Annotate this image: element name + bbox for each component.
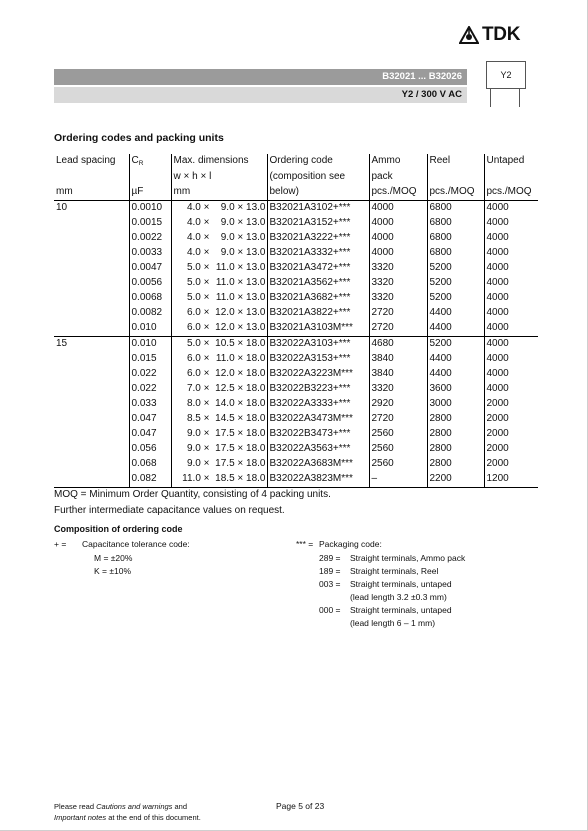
dim-w: 8.5 ×	[186, 413, 210, 424]
packaging-desc: Straight terminals, Reel	[350, 566, 439, 576]
untaped-cell: 2000	[484, 457, 538, 472]
table-row	[54, 382, 538, 397]
cr-cell: 0.0015	[129, 216, 171, 231]
dims-cell	[171, 231, 267, 246]
section-title: Ordering codes and packing units	[54, 132, 224, 144]
ordering-codes-table	[54, 154, 538, 488]
dim-w: 4.0 ×	[186, 232, 210, 243]
table-row	[54, 352, 538, 367]
dims-cell	[171, 352, 267, 367]
ordering-code-cell: B32021A3102+***	[267, 201, 369, 217]
header-cr: $C_R$	[129, 154, 171, 170]
untaped-cell: 2000	[484, 442, 538, 457]
untaped-cell: 2000	[484, 427, 538, 442]
dim-hl: 9.0 × 13.0	[220, 247, 266, 258]
dim-w: 5.0 ×	[186, 292, 210, 303]
ammo-cell: 2560	[369, 427, 427, 442]
ammo-cell: 4000	[369, 231, 427, 246]
header-max-dims: Max. dimensions	[171, 154, 267, 170]
dim-hl: 11.0 × 13.0	[215, 292, 266, 303]
table-row	[54, 321, 538, 337]
rating: Y2 / 300 V AC	[401, 89, 462, 100]
dim-w: 6.0 ×	[186, 322, 210, 333]
dim-hl: 9.0 × 13.0	[220, 202, 266, 213]
ordering-code-cell: B32022A3223M***	[267, 367, 369, 382]
header-ammo: Ammo	[369, 154, 427, 170]
table-row	[54, 231, 538, 246]
cr-cell: 0.010	[129, 337, 171, 353]
reel-cell: 6800	[427, 201, 484, 217]
ordering-code-cell: B32022A3153+***	[267, 352, 369, 367]
rating-band	[54, 87, 467, 103]
untaped-cell: 4000	[484, 352, 538, 367]
ordering-code-cell: B32021A3562+***	[267, 276, 369, 291]
capacitor-label: Y2	[500, 70, 512, 80]
table-header	[54, 154, 538, 201]
reel-cell: 4400	[427, 306, 484, 321]
ordering-code-cell: B32021A3152+***	[267, 216, 369, 231]
lead-spacing-cell	[54, 382, 129, 397]
table-row	[54, 427, 538, 442]
dims-cell	[171, 457, 267, 472]
dim-hl: 17.5 × 18.0	[215, 443, 266, 454]
reel-cell: 4400	[427, 352, 484, 367]
reel-cell: 5200	[427, 276, 484, 291]
dims-cell	[171, 321, 267, 337]
lead-spacing-cell	[54, 276, 129, 291]
lead-spacing-cell	[54, 306, 129, 321]
header-lead-spacing: Lead spacing	[56, 155, 116, 166]
packaging-label: Packaging code:	[319, 539, 382, 549]
product-range-band	[54, 69, 467, 85]
untaped-cell: 4000	[484, 382, 538, 397]
lead-spacing-cell	[54, 321, 129, 337]
dim-hl: 11.0 × 13.0	[215, 277, 266, 288]
packaging-code: 189 =	[319, 566, 341, 576]
unit-reel: pcs./MOQ	[427, 185, 484, 201]
dim-hl: 17.5 × 18.0	[215, 428, 266, 439]
moq-note: MOQ = Minimum Order Quantity, consisting of 4 packing units.	[54, 489, 331, 500]
lead-spacing-cell	[54, 231, 129, 246]
table-row	[54, 276, 538, 291]
stars-symbol: *** =	[296, 539, 314, 549]
packaging-desc: (lead length 6 – 1 mm)	[350, 618, 436, 628]
ammo-cell: 3320	[369, 291, 427, 306]
dims-cell	[171, 291, 267, 306]
header-ammo-2: pack	[369, 170, 427, 185]
reel-cell: 2800	[427, 457, 484, 472]
untaped-cell: 4000	[484, 337, 538, 353]
dim-hl: 14.0 × 18.0	[215, 398, 266, 409]
ordering-code-cell: B32022A3103+***	[267, 337, 369, 353]
cr-cell: 0.068	[129, 457, 171, 472]
table-row	[54, 457, 538, 472]
untaped-cell: 4000	[484, 367, 538, 382]
dim-hl: 12.0 × 13.0	[215, 322, 266, 333]
ammo-cell: 3320	[369, 261, 427, 276]
reel-cell: 6800	[427, 216, 484, 231]
reel-cell: 5200	[427, 291, 484, 306]
ordering-code-cell: B32022B3223+***	[267, 382, 369, 397]
tdk-logo	[459, 24, 520, 46]
dim-w: 6.0 ×	[186, 368, 210, 379]
lead-spacing-cell	[54, 216, 129, 231]
unit-uf: µF	[129, 185, 171, 201]
dim-hl: 10.5 × 18.0	[215, 338, 266, 349]
cr-cell: 0.033	[129, 397, 171, 412]
ammo-cell: –	[369, 472, 427, 488]
reel-cell: 2800	[427, 442, 484, 457]
capacitor-icon	[486, 61, 526, 89]
header-ordering-code-2: (composition see	[267, 170, 369, 185]
header-untaped: Untaped	[484, 154, 538, 170]
cr-cell: 0.047	[129, 412, 171, 427]
cr-cell: 0.056	[129, 442, 171, 457]
ordering-code-cell: B32021A3332+***	[267, 246, 369, 261]
ordering-code-cell: B32021A3222+***	[267, 231, 369, 246]
dims-cell	[171, 337, 267, 353]
lead-spacing-cell	[54, 367, 129, 382]
ammo-cell: 2720	[369, 321, 427, 337]
dims-cell	[171, 397, 267, 412]
table-row	[54, 246, 538, 261]
ordering-code-cell: B32022A3563+***	[267, 442, 369, 457]
untaped-cell: 2000	[484, 412, 538, 427]
header-max-dims-2: w × h × l	[171, 170, 267, 185]
ordering-code-cell: B32022B3473+***	[267, 427, 369, 442]
lead-spacing-cell: 15	[56, 338, 68, 349]
table-row	[54, 397, 538, 412]
dims-cell	[171, 427, 267, 442]
ordering-code-cell: B32022A3473M***	[267, 412, 369, 427]
cr-cell: 0.0022	[129, 231, 171, 246]
ordering-code-cell: B32022A3683M***	[267, 457, 369, 472]
further-note: Further intermediate capacitance values on request.	[54, 505, 285, 516]
dim-w: 5.0 ×	[186, 262, 210, 273]
cr-cell: 0.0082	[129, 306, 171, 321]
untaped-cell: 4000	[484, 306, 538, 321]
ammo-cell: 4000	[369, 246, 427, 261]
lead-spacing-cell	[54, 412, 129, 427]
dims-cell	[171, 216, 267, 231]
dims-cell	[171, 261, 267, 276]
header-ordering-code: Ordering code	[267, 154, 369, 170]
reel-cell: 2800	[427, 427, 484, 442]
cr-cell: 0.0056	[129, 276, 171, 291]
ordering-code-cell: B32022A3823M***	[267, 472, 369, 488]
lead-spacing-cell	[54, 457, 129, 472]
page-number: Page 5 of 23	[276, 801, 325, 811]
cr-cell: 0.082	[129, 472, 171, 488]
ammo-cell: 4000	[369, 201, 427, 217]
table-row	[54, 472, 538, 488]
lead-spacing-cell	[54, 352, 129, 367]
dim-hl: 11.0 × 13.0	[215, 262, 266, 273]
untaped-cell: 4000	[484, 231, 538, 246]
table-body	[54, 201, 538, 488]
packaging-desc: Straight terminals, untaped	[350, 579, 452, 589]
reel-cell: 2800	[427, 412, 484, 427]
packaging-desc: Straight terminals, untaped	[350, 605, 452, 615]
dim-w: 9.0 ×	[186, 458, 210, 469]
table-row	[54, 291, 538, 306]
lead-spacing-cell: 10	[56, 202, 68, 213]
capacitor-lead-left	[490, 88, 491, 107]
dim-w: 4.0 ×	[186, 217, 210, 228]
packaging-code: 289 =	[319, 553, 341, 563]
ammo-cell: 3320	[369, 276, 427, 291]
reel-cell: 3600	[427, 382, 484, 397]
untaped-cell: 1200	[484, 472, 538, 488]
table-row	[54, 337, 538, 353]
dims-cell	[171, 412, 267, 427]
packaging-code: 003 =	[319, 579, 341, 589]
untaped-cell: 2000	[484, 397, 538, 412]
untaped-cell: 4000	[484, 261, 538, 276]
reel-cell: 6800	[427, 231, 484, 246]
cr-cell: 0.022	[129, 367, 171, 382]
footer-note: Please read Cautions and warnings and Important notes at the end of this document.	[54, 802, 201, 822]
lead-spacing-cell	[54, 472, 129, 488]
reel-cell: 5200	[427, 337, 484, 353]
cr-cell: 0.0010	[129, 201, 171, 217]
capacitor-lead-right	[519, 88, 520, 107]
dims-cell	[171, 201, 267, 217]
dim-w: 5.0 ×	[186, 277, 210, 288]
dim-hl: 12.5 × 18.0	[215, 383, 266, 394]
untaped-cell: 4000	[484, 321, 538, 337]
packaging-desc: Straight terminals, Ammo pack	[350, 553, 466, 563]
cr-cell: 0.047	[129, 427, 171, 442]
dims-cell	[171, 472, 267, 488]
ammo-cell: 2720	[369, 412, 427, 427]
reel-cell: 5200	[427, 261, 484, 276]
dim-w: 6.0 ×	[186, 353, 210, 364]
unit-mm: mm	[54, 185, 129, 201]
dim-hl: 11.0 × 18.0	[215, 353, 266, 364]
reel-cell: 4400	[427, 367, 484, 382]
dim-hl: 12.0 × 18.0	[215, 368, 266, 379]
cr-cell: 0.0047	[129, 261, 171, 276]
table-row	[54, 201, 538, 217]
ammo-cell: 3320	[369, 382, 427, 397]
untaped-cell: 4000	[484, 216, 538, 231]
dims-cell	[171, 382, 267, 397]
dim-hl: 12.0 × 13.0	[215, 307, 266, 318]
ammo-cell: 3840	[369, 367, 427, 382]
composition-title: Composition of ordering code	[54, 524, 183, 534]
table-row	[54, 216, 538, 231]
dim-w: 4.0 ×	[186, 247, 210, 258]
brand-name: TDK	[482, 24, 521, 45]
ordering-code-cell: B32021A3472+***	[267, 261, 369, 276]
lead-spacing-cell	[54, 246, 129, 261]
dim-w: 6.0 ×	[186, 307, 210, 318]
dims-cell	[171, 306, 267, 321]
untaped-cell: 4000	[484, 291, 538, 306]
ammo-cell: 2560	[369, 442, 427, 457]
lead-spacing-cell	[54, 261, 129, 276]
cr-cell: 0.015	[129, 352, 171, 367]
packaging-desc: (lead length 3.2 ±0.3 mm)	[350, 592, 447, 602]
dim-w: 9.0 ×	[186, 443, 210, 454]
dim-w: 5.0 ×	[186, 338, 210, 349]
dim-hl: 14.5 × 18.0	[215, 413, 266, 424]
dim-w: 11.0 ×	[182, 473, 210, 484]
unit-untaped: pcs./MOQ	[484, 185, 538, 201]
tolerance-m: M = ±20%	[94, 553, 133, 563]
table-row	[54, 306, 538, 321]
table-row	[54, 261, 538, 276]
table-row	[54, 367, 538, 382]
untaped-cell: 4000	[484, 276, 538, 291]
ammo-cell: 2720	[369, 306, 427, 321]
packaging-code: 000 =	[319, 605, 341, 615]
product-range: B32021 ... B32026	[382, 71, 462, 82]
dim-w: 7.0 ×	[186, 383, 210, 394]
dim-w: 9.0 ×	[186, 428, 210, 439]
ordering-code-cell: B32022A3333+***	[267, 397, 369, 412]
ammo-cell: 4000	[369, 216, 427, 231]
tolerance-label: Capacitance tolerance code:	[82, 539, 190, 549]
cr-cell: 0.010	[129, 321, 171, 337]
lead-spacing-cell	[54, 442, 129, 457]
reel-cell: 3000	[427, 397, 484, 412]
ammo-cell: 2560	[369, 457, 427, 472]
plus-symbol: + =	[54, 539, 67, 549]
tdk-emblem-icon	[459, 26, 479, 44]
dim-hl: 18.5 × 18.0	[215, 473, 266, 484]
dim-hl: 17.5 × 18.0	[215, 458, 266, 469]
lead-spacing-cell	[54, 291, 129, 306]
lead-spacing-cell	[54, 427, 129, 442]
ordering-code-cell: B32021A3682+***	[267, 291, 369, 306]
dims-cell	[171, 246, 267, 261]
cr-cell: 0.0068	[129, 291, 171, 306]
dim-w: 4.0 ×	[186, 202, 210, 213]
cr-cell: 0.0033	[129, 246, 171, 261]
dim-hl: 9.0 × 13.0	[220, 232, 266, 243]
unit-ammo: pcs./MOQ	[369, 185, 427, 201]
header-reel: Reel	[427, 154, 484, 170]
ammo-cell: 3840	[369, 352, 427, 367]
table-row	[54, 442, 538, 457]
reel-cell: 6800	[427, 246, 484, 261]
cr-cell: 0.022	[129, 382, 171, 397]
dim-w: 8.0 ×	[186, 398, 210, 409]
header-ordering-code-3: below)	[267, 185, 369, 201]
tolerance-k: K = ±10%	[94, 566, 132, 576]
ammo-cell: 4680	[369, 337, 427, 353]
dims-cell	[171, 276, 267, 291]
unit-dims: mm	[171, 185, 267, 201]
dims-cell	[171, 367, 267, 382]
ordering-code-cell: B32021A3822+***	[267, 306, 369, 321]
dims-cell	[171, 442, 267, 457]
lead-spacing-cell	[54, 397, 129, 412]
reel-cell: 2200	[427, 472, 484, 488]
ammo-cell: 2920	[369, 397, 427, 412]
table-row	[54, 412, 538, 427]
reel-cell: 4400	[427, 321, 484, 337]
untaped-cell: 4000	[484, 201, 538, 217]
ordering-code-cell: B32021A3103M***	[267, 321, 369, 337]
dim-hl: 9.0 × 13.0	[220, 217, 266, 228]
untaped-cell: 4000	[484, 246, 538, 261]
